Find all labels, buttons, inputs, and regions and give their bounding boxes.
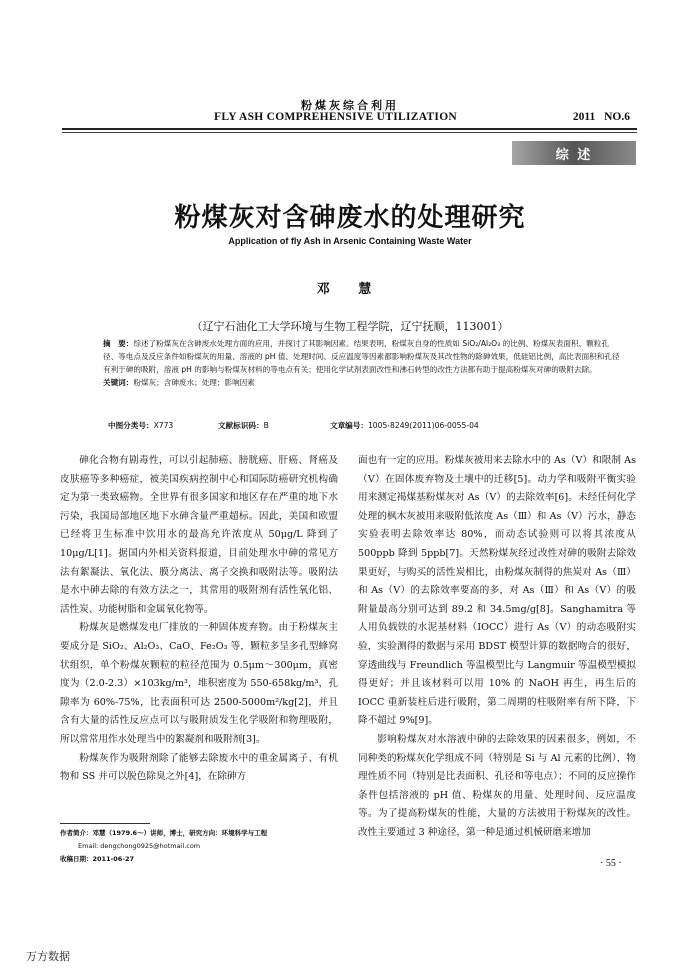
journal-name-cn: 粉煤灰综合利用 (301, 99, 399, 112)
article-no-value: 1005-8249(2011)06-0055-04 (367, 421, 479, 430)
page-number: · 55 · (600, 858, 622, 869)
footnote-rule (60, 823, 150, 824)
keywords-label: 关键词： (103, 378, 134, 387)
doc-code-label: 文献标识码： (218, 421, 264, 430)
author-email: Email: dengchong0925@hotmail.com (78, 842, 201, 850)
section-badge: 综 述 (512, 141, 636, 165)
body-paragraph: 粉煤灰是燃煤发电厂排放的一种固体废弃物。由于粉煤灰主要成分是 SiO₂、Al₂O₃、CaO、Fe₂O₃ 等，颗粒多呈多孔型蜂窝状组织，单个粉煤灰颗粒的粒径范围为 0.5μm～300μm，真密度为（2.0-2.3）×103kg/m³，堆积密度为 550-658kg/m³，孔隙率为 60%-75%，比表面积可达 2500-5000m²/kg[2]，并且含有大量的活性反应点可以与吸附质发生化学吸附和物理吸附，所以常常用作水处理当中的絮凝剂和吸附剂[3]。 (60, 622, 338, 745)
affiliation: （辽宁石油化工大学环境与生物工程学院，辽宁抚顺，113001） (191, 320, 509, 333)
header-rule-thin (62, 132, 637, 133)
journal-name-en: FLY ASH COMPREHENSIVE UTILIZATION (214, 111, 458, 123)
article-title: 粉煤灰对含砷废水的处理研究 (174, 203, 526, 233)
article-title-en: Application of fly Ash in Arsenic Containing Waste Water (228, 236, 472, 246)
doc-code-value: B (263, 421, 269, 430)
clc-code (108, 420, 173, 431)
article-number (330, 420, 479, 431)
header-rule (62, 128, 637, 130)
body-paragraph: 面也有一定的应用。粉煤灰被用来去除水中的 As（Ⅴ）和限制 As（Ⅴ）在固体废弃物及土壤中的迁移[5]。动力学和吸附平衡实验用来测定褐煤基粉煤灰对 As（Ⅴ）的去除效率[6]。未经任何化学处理的枫木灰被用来吸附低浓度 As（Ⅲ）和 As（Ⅴ）污水，静态实验表明去除效率达 80%，而动态试验则可以将其浓度从 500ppb 降到 5ppb[7]。天然粉煤灰经过改性对砷的吸附去除效果更好，与购买的活性炭相比，由粉煤灰制得的焦炭对 As（Ⅲ）和 As（Ⅴ）的去除效率要高的多，对 As（Ⅲ）和 As（Ⅴ）的吸附量最高分别可达到 89.2 和 34.5mg/g[8]。Sanghamitra 等人用负载铁的水泥基材料（IOCC）进行 As（Ⅴ）的动态吸附实验，实验测得的数据与采用 BDST 模型计算的数据吻合的很好，穿透曲线与 Freundlich 等温模型比与 Langmuir 等温模型模拟得更好；并且该材料可以用 10% 的 NaOH 再生，再生后的 IOCC 重新装柱后进行吸附，第二周期的柱吸附率有所下降，下降不超过 9%[9]。 (358, 455, 636, 727)
keywords: 粉煤灰；含砷废水；处理；影响因素 (133, 378, 255, 387)
abstract-text: 综述了粉煤灰在含砷废水处理方面的应用，并探讨了其影响因素。结果表明，粉煤灰自身的性质如 SiO₂/Al₂O₃ 的比例、粉煤灰表面积、颗粒孔径、等电点及反应条件如粉煤灰的用量、溶液的 pH 值、处理时间、反应温度等因素都影响粉煤灰及其改性物的除砷效果，低硅铝比例，高比表面积和孔径有利于砷的吸附，溶液 pH 的影响与粉煤灰材料的等电点有关；使用化学试剂表面改性和沸石转型的改性方法都有助于提高粉煤灰对砷的吸附去除。 (103, 339, 620, 374)
clc-label: 中图分类号： (108, 421, 154, 430)
document-code (218, 420, 269, 431)
watermark: 万方数据 (26, 950, 70, 963)
author-name: 邓 慧 (316, 282, 384, 297)
received-date: 收稿日期：2011-06-27 (60, 855, 135, 863)
clc-value: X773 (153, 421, 174, 430)
abstract-label: 摘 要： (103, 339, 134, 348)
article-no-label: 文章编号： (330, 421, 368, 430)
body-paragraph: 影响粉煤灰对水溶液中砷的去除效果的因素很多，例如，不同种类的粉煤灰化学组成不同（特别是 Si 与 Al 元素的比例），物理性质不同（特别是比表面积、孔径和等电点）；不同的反应操作条件包括溶液的 pH 值、粉煤灰的用量、处理时间、反应温度等。为了提高粉煤灰的性能，大量的方法被用于粉煤灰的改性。改性主要通过 3 种途径，第一种是通过机械研磨来增加 (358, 733, 636, 838)
body-column-right (358, 452, 636, 842)
footnote (60, 827, 345, 866)
journal-issue: 2011 NO.6 (572, 111, 630, 123)
body-column-left (60, 452, 338, 787)
author-intro: 作者简介：邓慧（1979.6～）讲师，博士，研究方向：环境科学与工程 (60, 829, 268, 837)
body-paragraph: 粉煤灰作为吸附剂除了能够去除废水中的重金属离子、有机物和 SS 并可以脱色除臭之外[4]，在除砷方 (60, 752, 338, 783)
abstract (103, 337, 623, 389)
body-paragraph: 砷化合物有剧毒性，可以引起肺癌、膀胱癌、肝癌、肾癌及皮肤癌等多种癌症，被美国疾病控制中心和国际防癌研究机构确定为第一类致癌物。全世界有很多国家和地区存在严重的地下水污染，我国局部地区地下水砷含量严重超标。因此，美国和欧盟已经将卫生标准中饮用水的最高允许浓度从 50μg/L 降到了 10μg/L[1]。据国内外相关资料报道，目前处理水中砷的常见方法有絮凝法、氧化法、膜分离法、离子交换和吸附法等。吸附法是水中砷去除的有效方法之一，其常用的吸附剂有活性氧化铝、活性炭、功能树脂和金属氧化物等。 (60, 455, 338, 615)
